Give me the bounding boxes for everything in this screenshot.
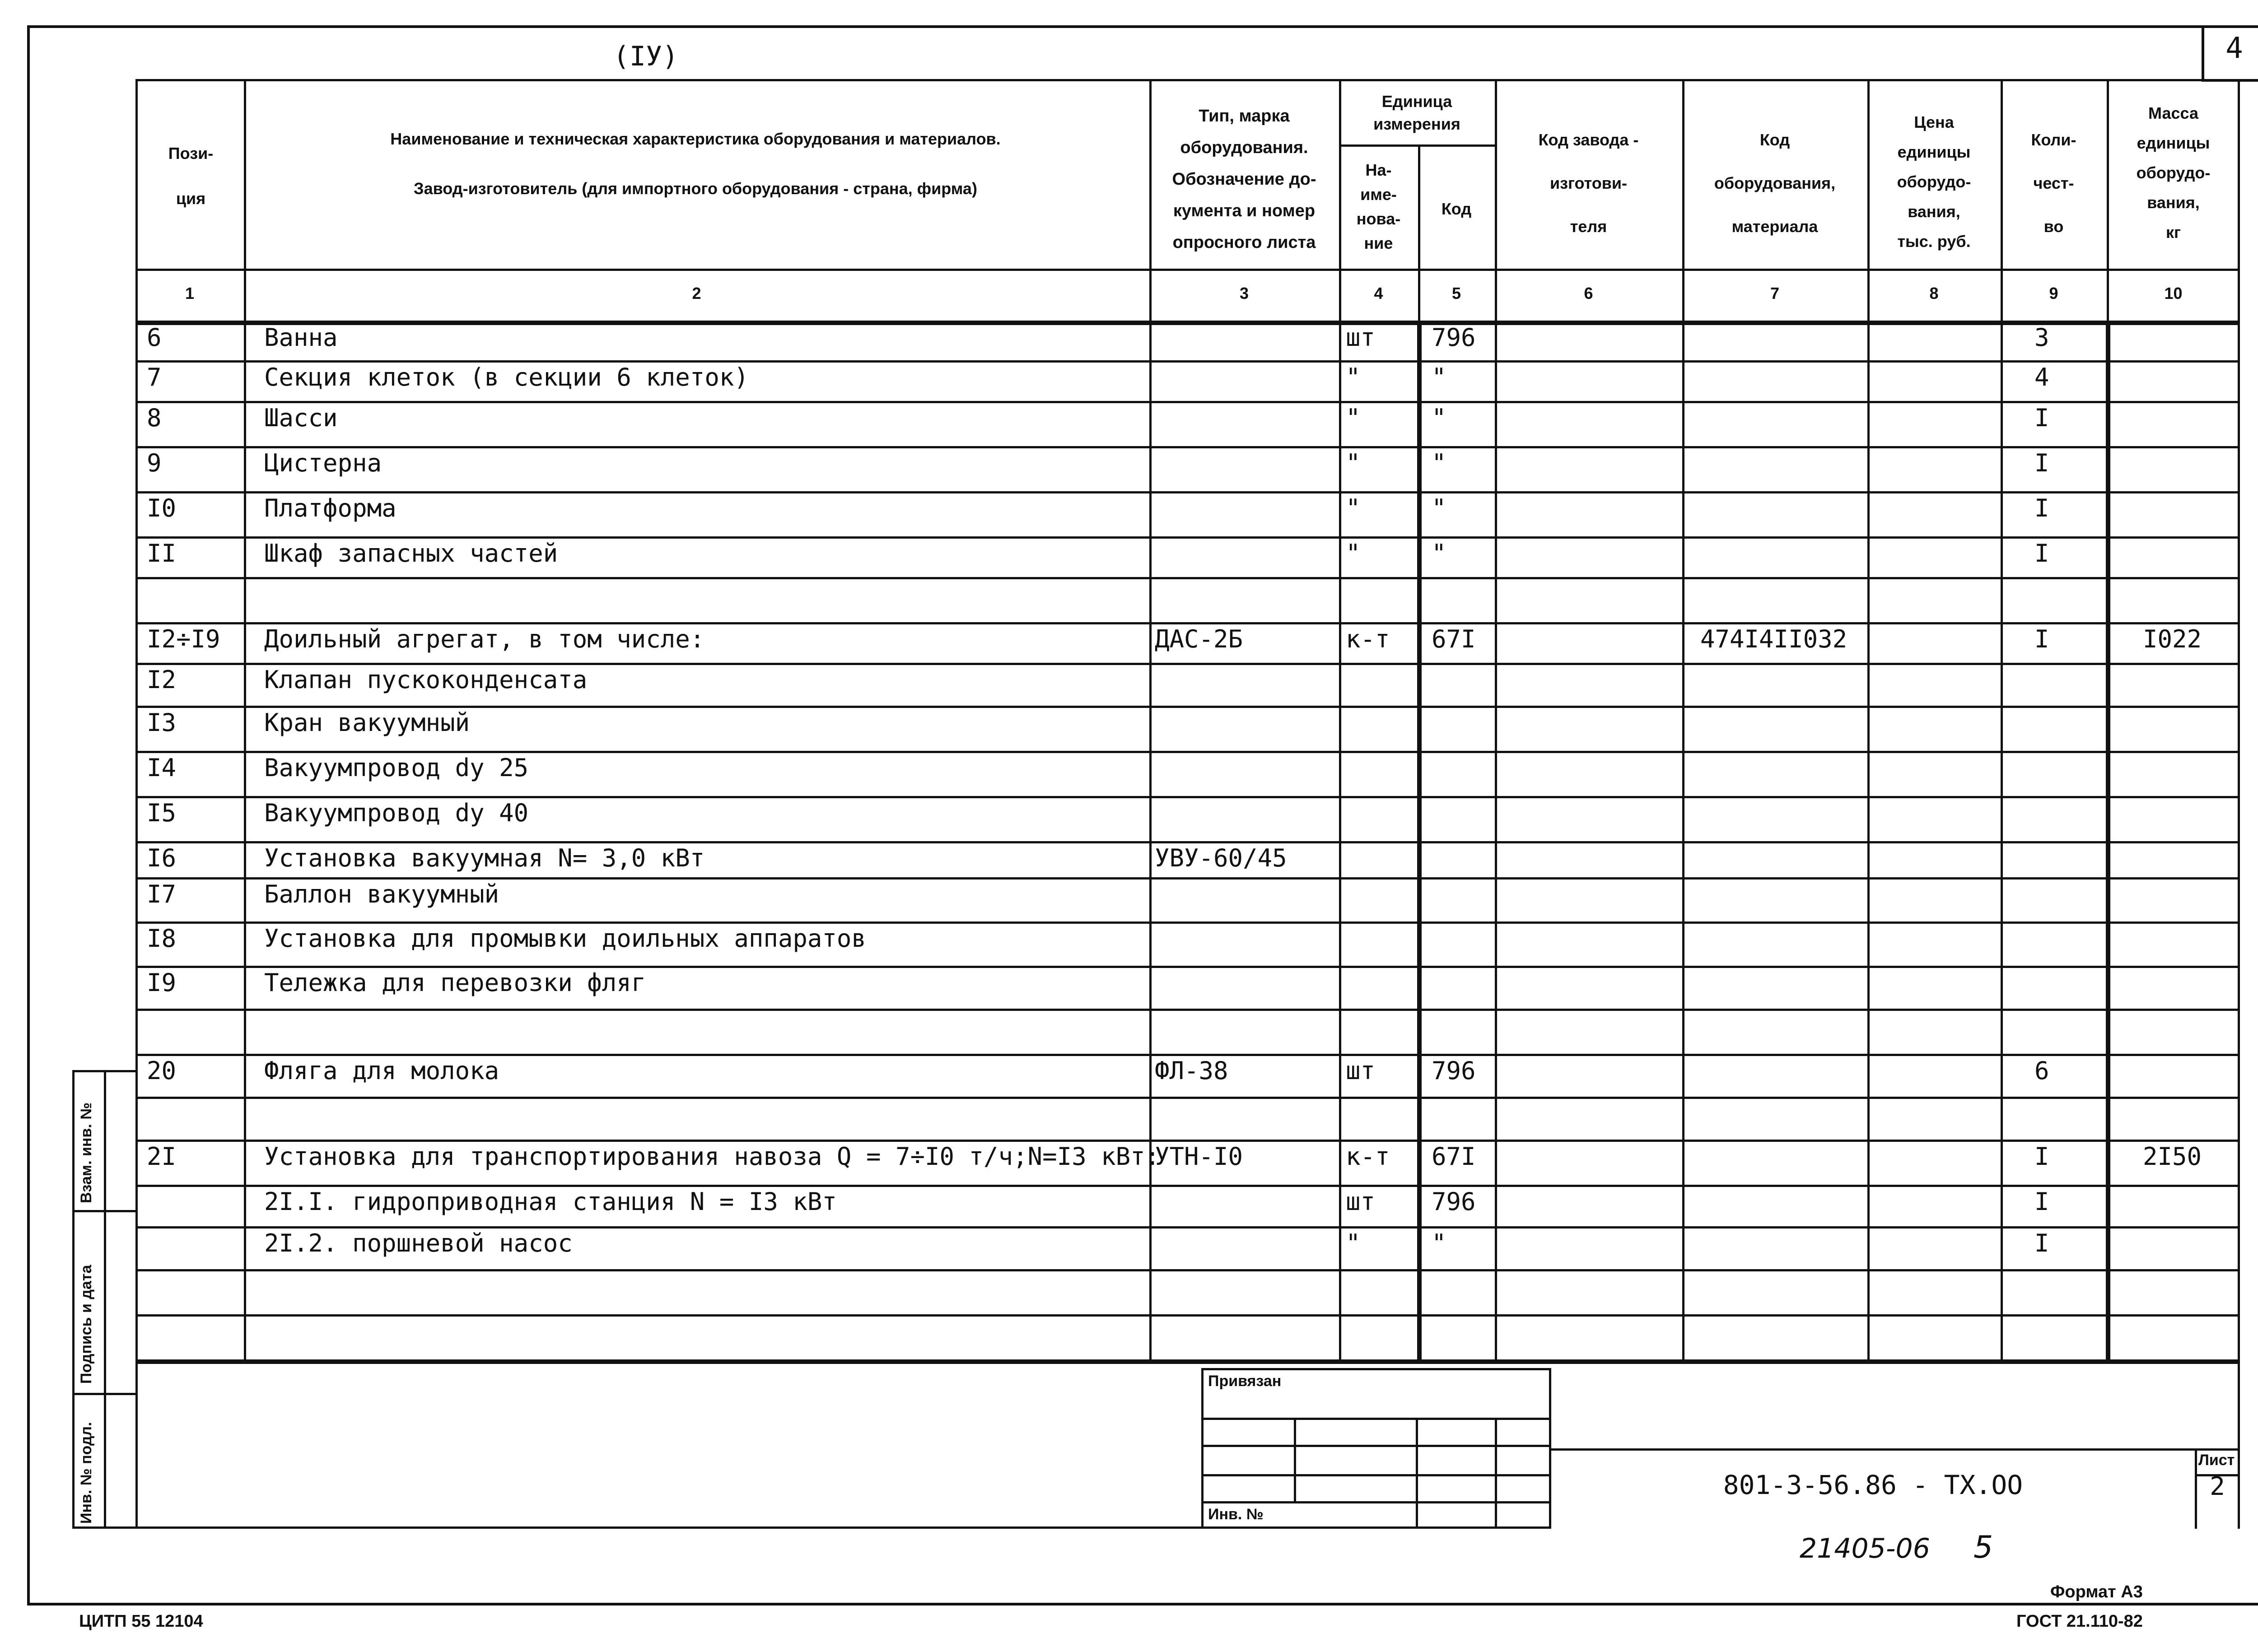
cell-pos: I9 <box>147 968 177 997</box>
header-mass: Масса единицы оборудо- вания, кг <box>2136 104 2211 242</box>
cell-pos: I3 <box>147 708 177 737</box>
cell-name: Кран вакуумный <box>264 708 470 737</box>
column-number-9: 9 <box>2049 284 2058 302</box>
cell-code: " <box>1432 1229 1446 1257</box>
cell-name: Ванна <box>264 323 338 352</box>
cell-unit: шт <box>1346 1187 1376 1216</box>
cell-name: Клапан пускоконденсата <box>264 665 588 694</box>
title-block <box>1201 1368 1551 1529</box>
cell-code: " <box>1432 494 1446 522</box>
stamp-list-label: Лист <box>2198 1452 2235 1469</box>
cell-code: 796 <box>1432 1056 1476 1085</box>
cell-code: " <box>1432 539 1446 568</box>
cell-code: 67I <box>1432 625 1476 653</box>
column-number-6: 6 <box>1584 284 1593 302</box>
cell-qty: I <box>2034 449 2049 477</box>
column-number-2: 2 <box>692 284 701 302</box>
header-type: Тип, марка оборудования. Обозначение до- кумента и номер опросного листа <box>1172 107 1316 252</box>
cell-unit: шт <box>1346 323 1376 352</box>
cell-type: УВУ-60/45 <box>1155 844 1287 872</box>
side-label-inv-podl: Инв. № подл. <box>78 1422 95 1524</box>
cell-pos: I7 <box>147 880 177 908</box>
cell-qty: I <box>2034 1187 2049 1216</box>
cell-qty: 6 <box>2034 1056 2049 1085</box>
cell-code: " <box>1432 449 1446 477</box>
cell-name: Вакуумпровод dу 25 <box>264 754 529 782</box>
stamp-inv-no: Инв. № <box>1208 1506 1264 1523</box>
cell-name: Цистерна <box>264 449 382 477</box>
cell-name: Установка вакуумная N= 3,0 кВт <box>264 844 705 872</box>
column-number-7: 7 <box>1770 284 1780 302</box>
footer-format: Формат А3 <box>2050 1582 2143 1601</box>
cell-pos: I8 <box>147 924 177 953</box>
column-number-4: 4 <box>1374 284 1383 302</box>
document-code: 801-3-56.86 - ТХ.ОО <box>1723 1470 2023 1500</box>
header-pos: Пози- ция <box>168 144 214 208</box>
page-number: 4 <box>2225 32 2243 65</box>
cell-unit: " <box>1346 494 1361 522</box>
cell-ecode: 474I4II032 <box>1700 625 1847 653</box>
column-number-5: 5 <box>1451 284 1461 302</box>
header-factory-code: Код завода - изготови- теля <box>1538 130 1639 236</box>
cell-code: " <box>1432 404 1446 432</box>
cell-pos: 6 <box>147 323 162 352</box>
cell-pos: 2I <box>147 1142 177 1171</box>
cell-unit: к-т <box>1346 625 1390 653</box>
column-number-1: 1 <box>185 284 195 302</box>
column-number-10: 10 <box>2164 284 2183 302</box>
cell-mass: 2I50 <box>2143 1142 2202 1171</box>
cell-name: Баллон вакуумный <box>264 880 499 908</box>
cell-code: 796 <box>1432 323 1476 352</box>
header-qty: Коли- чест- во <box>2031 130 2076 236</box>
stamp-list-number: 2 <box>2210 1472 2225 1501</box>
cell-unit: " <box>1346 539 1361 568</box>
cell-name: Платформа <box>264 494 397 522</box>
sheet-title: (IУ) <box>613 41 679 72</box>
cell-name: Шасси <box>264 404 338 432</box>
handwritten-page: 5 <box>1973 1530 1993 1565</box>
header-name-line2: Завод-изготовитель (для импортного оборудования - страна, фирма) <box>414 179 977 198</box>
cell-name: Доильный агрегат, в том числе: <box>264 625 705 653</box>
cell-mass: I022 <box>2143 625 2202 653</box>
cell-unit: " <box>1346 404 1361 432</box>
cell-type: ФЛ-38 <box>1155 1056 1228 1085</box>
cell-unit: " <box>1346 449 1361 477</box>
column-number-8: 8 <box>1929 284 1939 302</box>
stamp-privyazan: Привязан <box>1208 1373 1282 1390</box>
cell-unit: " <box>1346 363 1361 391</box>
cell-qty: I <box>2034 404 2049 432</box>
cell-code: 796 <box>1432 1187 1476 1216</box>
cell-qty: I <box>2034 1229 2049 1257</box>
header-price: Цена единицы оборудо- вания, тыс. руб. <box>1897 113 1971 251</box>
cell-name: Тележка для перевозки фляг <box>264 968 646 997</box>
cell-pos: 8 <box>147 404 162 432</box>
cell-qty: I <box>2034 494 2049 522</box>
cell-pos: 9 <box>147 449 162 477</box>
cell-name: Вакуумпровод dу 40 <box>264 799 529 827</box>
cell-type: ДАС-2Б <box>1155 625 1243 653</box>
cell-type: УТН-I0 <box>1155 1142 1243 1171</box>
cell-name: Секция клеток (в секции 6 клеток) <box>264 363 749 391</box>
cell-qty: 4 <box>2034 363 2049 391</box>
cell-qty: I <box>2034 539 2049 568</box>
cell-qty: I <box>2034 1142 2049 1171</box>
cell-qty: 3 <box>2034 323 2049 352</box>
cell-unit: к-т <box>1346 1142 1390 1171</box>
cell-pos: 20 <box>147 1056 177 1085</box>
cell-name: Установка для промывки доильных аппаратов <box>264 924 866 953</box>
cell-name: Установка для транспортирования навоза Q = 7÷I0 т/ч;N=I3 кВт: <box>264 1142 1160 1171</box>
column-number-3: 3 <box>1239 284 1249 302</box>
cell-name: 2I.I. гидроприводная станция N = I3 кВт <box>264 1187 837 1216</box>
cell-pos: I2 <box>147 665 177 694</box>
cell-pos: I2÷I9 <box>147 625 220 653</box>
header-unit: Единица измерения <box>1373 92 1460 133</box>
cell-pos: II <box>147 539 177 568</box>
cell-code: 67I <box>1432 1142 1476 1171</box>
cell-pos: 7 <box>147 363 162 391</box>
cell-name: Фляга для молока <box>264 1056 499 1085</box>
cell-pos: I0 <box>147 494 177 522</box>
footer-gost: ГОСТ 21.110-82 <box>2016 1612 2143 1631</box>
cell-name: Шкаф запасных частей <box>264 539 558 568</box>
cell-qty: I <box>2034 625 2049 653</box>
cell-pos: I6 <box>147 844 177 872</box>
cell-unit: шт <box>1346 1056 1376 1085</box>
header-unit-code: Код <box>1441 200 1472 218</box>
side-label-podpis: Подпись и дата <box>78 1265 95 1384</box>
side-label-inv-vzam: Взам. инв. № <box>78 1102 95 1203</box>
handwritten-code: 21405-06 <box>1800 1533 1930 1564</box>
cell-pos: I5 <box>147 799 177 827</box>
cell-unit: " <box>1346 1229 1361 1257</box>
cell-name: 2I.2. поршневой насос <box>264 1229 573 1257</box>
cell-pos: I4 <box>147 754 177 782</box>
cell-code: " <box>1432 363 1446 391</box>
footer-left: ЦИТП 55 12104 <box>79 1612 203 1631</box>
header-name-line1: Наименование и техническая характеристика оборудования и материалов. <box>390 130 1001 148</box>
header-unit-name: На- име- нова- ние <box>1356 161 1401 252</box>
header-equip-code: Код оборудования, материала <box>1714 130 1836 236</box>
